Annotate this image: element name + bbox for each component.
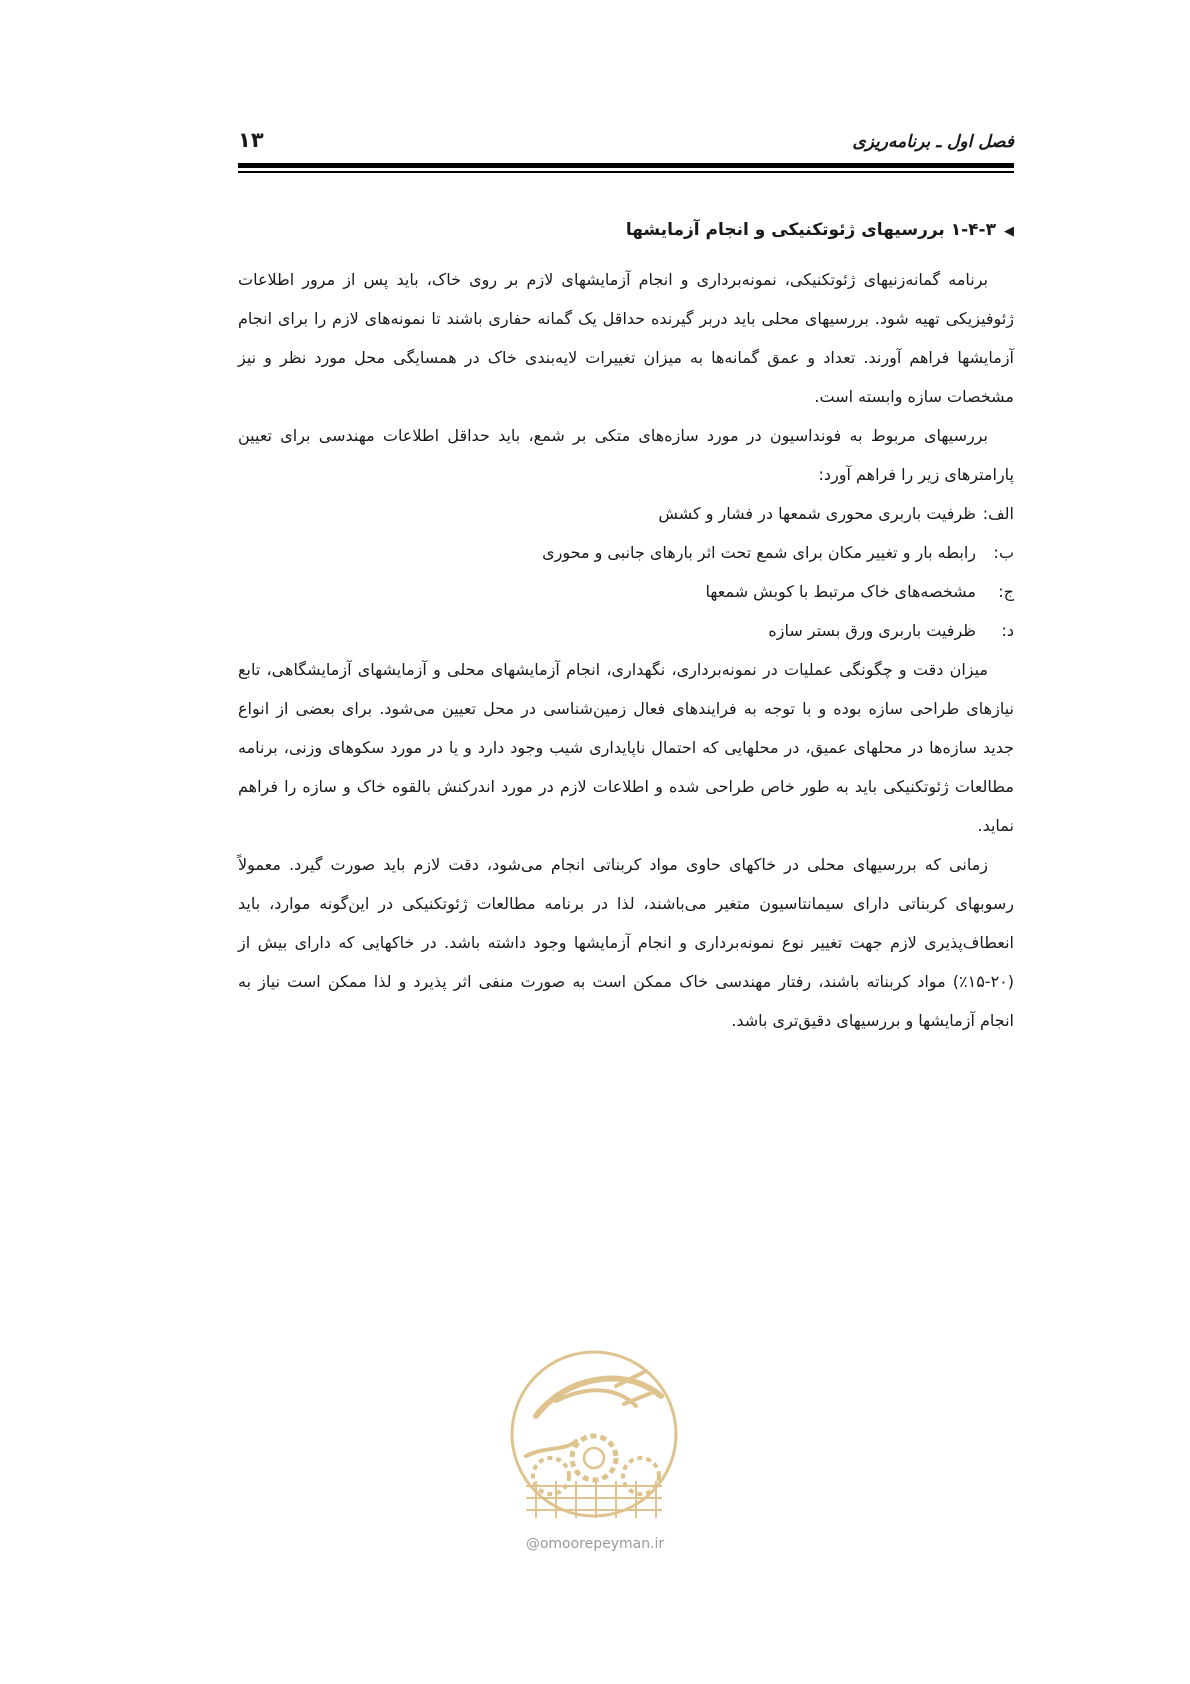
list-item-text: مشخصه‌های خاک مرتبط با کوبش شمعها bbox=[705, 582, 976, 601]
watermark-url bbox=[500, 1536, 690, 1552]
list-marker: الف: bbox=[982, 504, 1014, 523]
paragraph-2: بررسیهای مربوط به فونداسیون در مورد سازه‌های متکی بر شمع، باید حداقل اطلاعات مهندسی برای تعیین پارامترهای زیر را فراهم آورد: bbox=[238, 426, 1014, 484]
section-heading-text: ۱-۴-۳ بررسیهای ژئوتکنیکی و انجام آزمایشها bbox=[625, 220, 996, 240]
list-item bbox=[238, 611, 1014, 650]
list-item-text: رابطه بار و تغییر مکان برای شمع تحت اثر بارهای جانبی و محوری bbox=[542, 543, 976, 562]
list-item bbox=[238, 533, 1014, 572]
at-sign-icon: @ bbox=[525, 1536, 540, 1552]
page-header bbox=[238, 128, 1014, 158]
page-content bbox=[238, 216, 1014, 1040]
list-marker: ب: bbox=[993, 543, 1014, 562]
paragraph-4: زمانی که بررسیهای محلی در خاکهای حاوی مواد کربناتی انجام می‌شود، دقت لازم باید صورت گیرد. معمولاً رسوبهای کربناتی دارای سیمانتاسیون متغیر می‌باشند، لذا در برنامه مطالعات ژئوتکنیکی در این‌گونه موارد، باید انعطاف‌پذیری لازم جهت تغییر نوع نمونه‌برداری و انجام آزمایشها وجود داشته باشد. در خاکهایی که دارای بیش از (۲۰-۱۵٪) مواد کربناته باشند، رفتار مهندسی خاک ممکن است به صورت منفی اثر پذیرد و لذا ممکن است نیاز به انجام آزمایشها و بررسیهای دقیق‌تری باشد. bbox=[238, 855, 1014, 1030]
list-item-text: ظرفیت باربری ورق بستر سازه bbox=[768, 621, 976, 640]
header-rule-thick bbox=[238, 163, 1014, 168]
list-marker: ج: bbox=[998, 582, 1014, 601]
list-item bbox=[238, 494, 1014, 533]
paragraph-1: برنامه گمانه‌زنیهای ژئوتکنیکی، نمونه‌برداری و انجام آزمایشهای لازم بر روی خاک، باید پس از مرور اطلاعات ژئوفیزیکی تهیه شود. بررسیهای محلی باید دربر گیرنده حداقل یک گمانه حفاری باشند تا نمونه‌های لازم را برای انجام آزمایشها فراهم آورند. تعداد و عمق گمانه‌ها به میزان تغییرات لایه‌بندی خاک در همسایگی محل مورد نظر و نیز مشخصات سازه وابسته است. bbox=[238, 270, 1014, 406]
watermark-url-text: omoorepeyman.ir bbox=[539, 1536, 665, 1552]
section-heading bbox=[238, 216, 1014, 246]
paragraph-3: میزان دقت و چگونگی عملیات در نمونه‌برداری، نگهداری، انجام آزمایشهای محلی و آزمایشهای آزمایشگاهی، تابع نیازهای طراحی سازه بوده و با توجه به فرایندهای فعال زمین‌شناسی در محل تعیین می‌شود. برای بعضی از انواع جدید سازه‌ها در محلهای عمیق، در محلهایی که احتمال ناپایداری شیب وجود دارد و یا در مورد سکوهای وزنی، برنامه مطالعات ژئوتکنیکی باید به طور خاص طراحی شده و اطلاعات لازم در مورد اندرکنش بالقوه خاک و سازه را فراهم نماید. bbox=[238, 660, 1014, 835]
chapter-title: فصل اول ـ برنامه‌ریزی bbox=[852, 132, 1014, 152]
triangle-bullet-icon: ◀ bbox=[1004, 224, 1014, 239]
list-item-text: ظرفیت باربری محوری شمعها در فشار و کشش bbox=[658, 504, 976, 523]
header-rule-thin bbox=[238, 171, 1014, 173]
page-number: ۱۳ bbox=[238, 128, 264, 152]
list-item bbox=[238, 572, 1014, 611]
list-marker: د: bbox=[1001, 621, 1014, 640]
parameter-list bbox=[238, 494, 1014, 650]
watermark-logo bbox=[496, 1346, 692, 1530]
